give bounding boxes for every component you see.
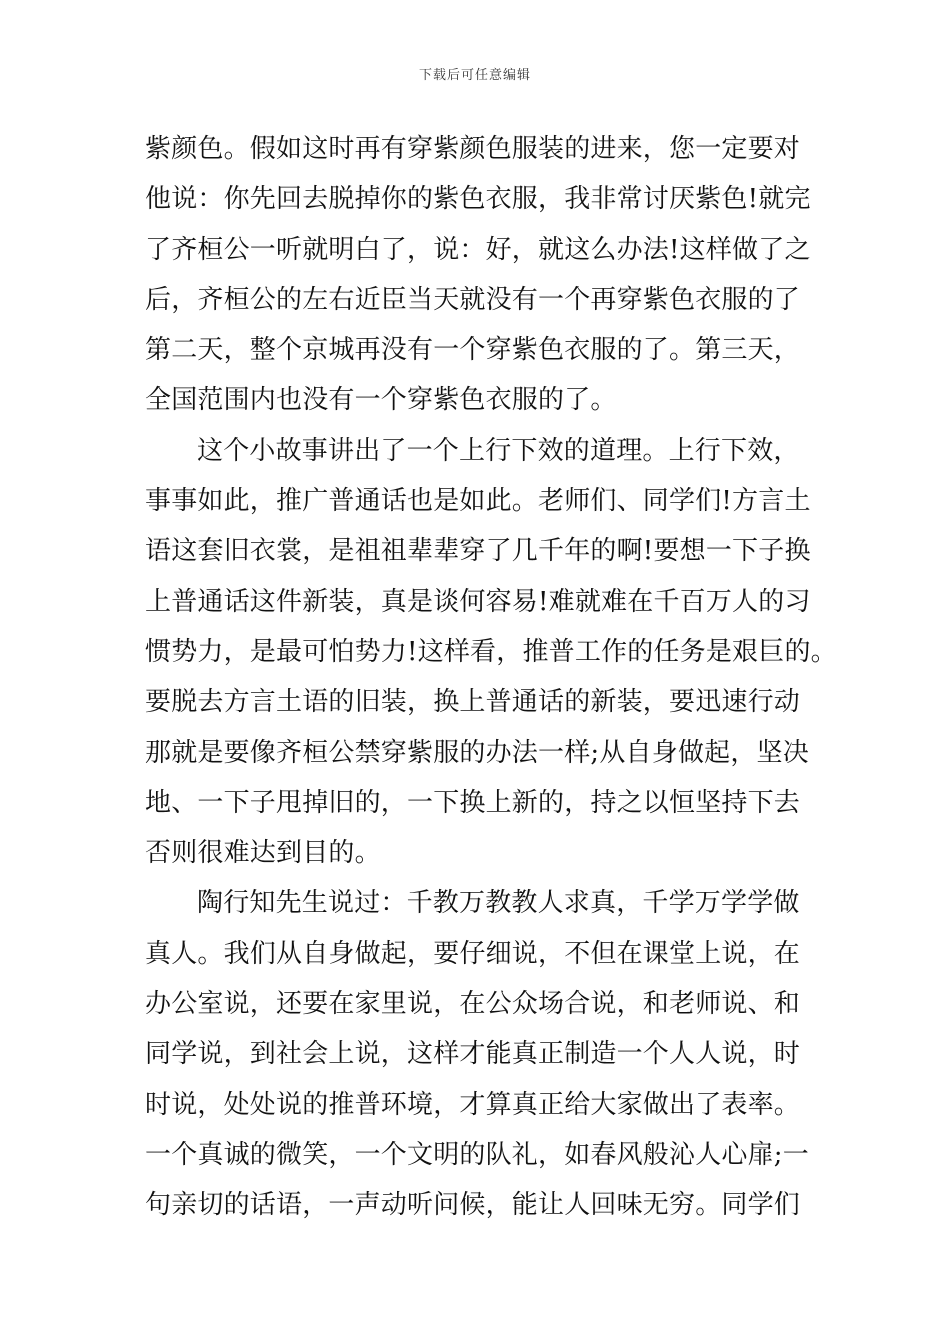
text-line: 事事如此，推广普通话也是如此。老师们、同学们!方言土	[145, 486, 811, 517]
text-line: 陶行知先生说过：千教万教教人求真，千学万学学做	[197, 888, 800, 919]
text-line: 这个小故事讲出了一个上行下效的道理。上行下效，	[197, 435, 800, 466]
text-line: 了齐桓公一听就明白了，说：好，就这么办法!这样做了之	[145, 234, 811, 265]
text-line: 后，齐桓公的左右近臣当天就没有一个再穿紫色衣服的了	[145, 284, 801, 315]
text-line: 那就是要像齐桓公禁穿紫服的办法一样;从自身做起，坚决	[145, 737, 809, 768]
text-line: 句亲切的话语，一声动听问候，能让人回味无穷。同学们	[145, 1190, 801, 1221]
text-line: 时说，处处说的推普环境，才算真正给大家做出了表率。	[145, 1089, 801, 1120]
text-line: 要脱去方言土语的旧装，换上普通话的新装，要迅速行动	[145, 687, 801, 718]
text-line: 地、一下子甩掉旧的，一下换上新的，持之以恒坚持下去	[145, 787, 801, 818]
text-line: 全国范围内也没有一个穿紫色衣服的了。	[145, 385, 617, 416]
document-body	[145, 124, 837, 1231]
text-line: 语这套旧衣裳，是祖祖辈辈穿了几千年的啊!要想一下子换	[145, 536, 811, 567]
text-line: 紫颜色。假如这时再有穿紫颜色服装的进来，您一定要对	[145, 134, 801, 164]
text-line: 同学说，到社会上说，这样才能真正制造一个人人说，时	[145, 1039, 801, 1070]
text-line: 真人。我们从自身做起，要仔细说，不但在课堂上说，在	[145, 938, 801, 969]
text-line: 他说：你先回去脱掉你的紫色衣服，我非常讨厌紫色!就完	[145, 184, 811, 215]
text-line: 办公室说，还要在家里说，在公众场合说，和老师说、和	[145, 989, 801, 1020]
text-line: 一个真诚的微笑，一个文明的队礼，如春风般沁人心扉;一	[145, 1139, 809, 1170]
text-line: 否则很难达到目的。	[145, 838, 381, 869]
page-header: 下载后可任意编辑	[418, 68, 531, 83]
text-line: 惯势力，是最可怕势力!这样看，推普工作的任务是艰巨的。	[145, 636, 837, 667]
text-line: 第二天，整个京城再没有一个穿紫色衣服的了。第三天，	[145, 335, 801, 366]
text-line: 上普通话这件新装，真是谈何容易!难就难在千百万人的习	[145, 586, 811, 617]
